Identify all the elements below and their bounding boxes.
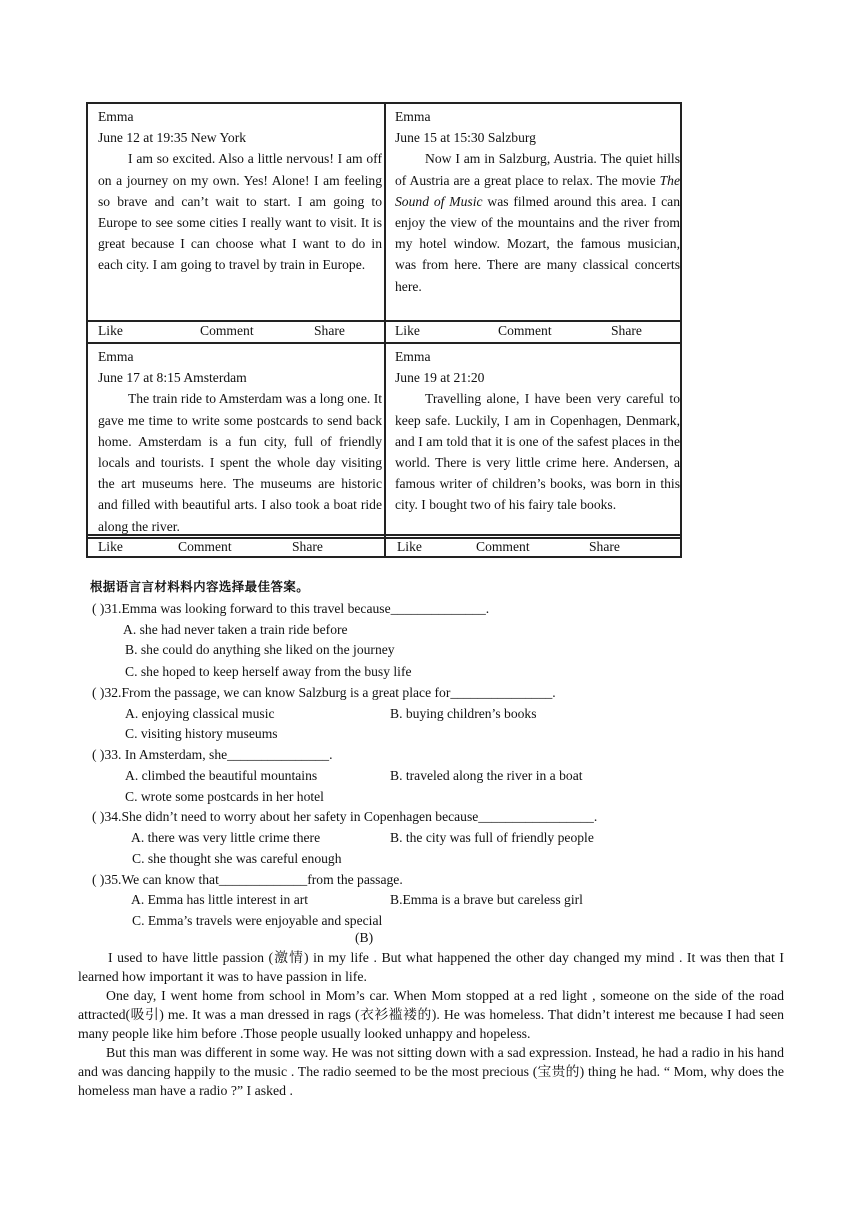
option: C. she thought she was careful enough [132, 851, 342, 866]
option: C. Emma’s travels were enjoyable and special [132, 913, 383, 928]
question-stem: ( )31.Emma was looking forward to this travel because______________. [92, 601, 490, 616]
option: C. visiting history museums [125, 726, 278, 741]
post-author: Emma [395, 349, 431, 364]
post-body: The train ride to Amsterdam was a long one. It gave me time to write some postcards to send back home. Amsterdam is a fun city, full of friendly locals and tourists. I spent the whole day visiting the art museums here. The museums are historic and filled with beautiful arts. I also took a boat ride along the river. [98, 391, 382, 534]
like-button[interactable]: Like [98, 539, 123, 554]
post-author: Emma [98, 349, 134, 364]
posts-grid [86, 102, 682, 558]
post-author: Emma [98, 109, 134, 124]
comment-button[interactable]: Comment [200, 323, 254, 338]
comment-button[interactable]: Comment [178, 539, 232, 554]
post-body: Travelling alone, I have been very careful to keep safe. Luckily, I am in Copenhagen, Denmark, and I am told that it is one of the safest places in the world. There is very little crime here. Andersen, a famous writer of children’s books, was born in this city. I bought two of his fairy tale books. [395, 391, 680, 513]
share-button[interactable]: Share [314, 323, 345, 338]
share-button[interactable]: Share [611, 323, 642, 338]
option: B. she could do anything she liked on the journey [125, 642, 395, 657]
post-actions [385, 538, 681, 556]
option: B. traveled along the river in a boat [390, 768, 583, 783]
post-meta: June 15 at 15:30 Salzburg [395, 130, 536, 146]
option: B. the city was full of friendly people [390, 830, 594, 845]
post-actions [385, 322, 681, 342]
paragraph: But this man was different in some way. He was not sitting down with a sad expression. Instead, he had a radio in his hand and was dancing happily to the music . The radio seemed to be the most precious (宝贵的) thing he had. “ Mom, why does the homeless man have a radio ?” I asked . [78, 1045, 784, 1098]
post-meta: June 12 at 19:35 New York [98, 130, 247, 146]
post-meta: June 19 at 21:20 [395, 370, 485, 386]
post-actions [88, 322, 384, 342]
movie-title: The Sound of Music [395, 172, 680, 209]
option: B. buying children’s books [390, 706, 537, 721]
post-copenhagen [385, 344, 682, 516]
post-body [395, 148, 680, 296]
comment-button[interactable]: Comment [476, 539, 530, 554]
comment-button[interactable]: Comment [498, 323, 552, 338]
section-b-title: (B) [355, 930, 374, 945]
question-stem: ( )34.She didn’t need to worry about her safety in Copenhagen because_________________. [92, 809, 598, 824]
option: C. she hoped to keep herself away from the busy life [125, 664, 412, 679]
post-actions [88, 538, 384, 556]
passage-b [78, 948, 784, 1100]
post-meta: June 17 at 8:15 Amsterdam [98, 370, 247, 386]
post-salzburg [385, 104, 682, 297]
paragraph: I used to have little passion (激情) in my life . But what happened the other day changed my mind . It was then that I learned how important it was to have passion in life. [78, 950, 784, 984]
share-button[interactable]: Share [589, 539, 620, 554]
post-body: I am so excited. Also a little nervous! I am off on a journey on my own. Yes! Alone! I am feeling so brave and can’t wait to start. I am going to Europe to see some cities I really want to visit. It is great because I can choose what I want to do in each city. I am going to travel by train in Europe. [98, 151, 382, 273]
question-stem: ( )32.From the passage, we can know Salzburg is a great place for_______________. [92, 685, 556, 700]
like-button[interactable]: Like [98, 323, 123, 338]
like-button[interactable]: Like [397, 539, 422, 554]
post-new-york [88, 104, 384, 276]
option: A. climbed the beautiful mountains [125, 768, 318, 783]
section-heading: 根据语言言材料料内容选择最佳答案。 [90, 579, 310, 594]
post-author: Emma [395, 109, 431, 124]
post-amsterdam [88, 344, 384, 537]
question-stem: ( )35.We can know that_____________from the passage. [92, 872, 403, 887]
paragraph: One day, I went home from school in Mom’s car. When Mom stopped at a red light , someone on the side of the road attracted(吸引) me. It was a man dressed in rags (衣衫褴褛的). He was homeless. That didn’t interest me because I had seen many people like him before .Those people usually looked unhappy and hopeless. [78, 988, 784, 1041]
option: A. she had never taken a train ride before [123, 622, 348, 637]
post-body-text: was filmed around this area. I can enjoy the view of the mountains and the river from my hotel window. Mozart, the famous musician, was from here. There are many classical concerts here. [395, 193, 680, 294]
option: A. Emma has little interest in art [131, 892, 309, 907]
share-button[interactable]: Share [292, 539, 323, 554]
question-stem: ( )33. In Amsterdam, she_______________. [92, 747, 333, 762]
like-button[interactable]: Like [395, 323, 420, 338]
option: C. wrote some postcards in her hotel [125, 789, 324, 804]
option: B.Emma is a brave but careless girl [390, 892, 583, 907]
option: A. there was very little crime there [131, 830, 321, 845]
post-body-text: Now I am in Salzburg, Austria. The quiet hills of Austria are a great place to relax. The movie [395, 151, 680, 188]
option: A. enjoying classical music [125, 706, 275, 721]
